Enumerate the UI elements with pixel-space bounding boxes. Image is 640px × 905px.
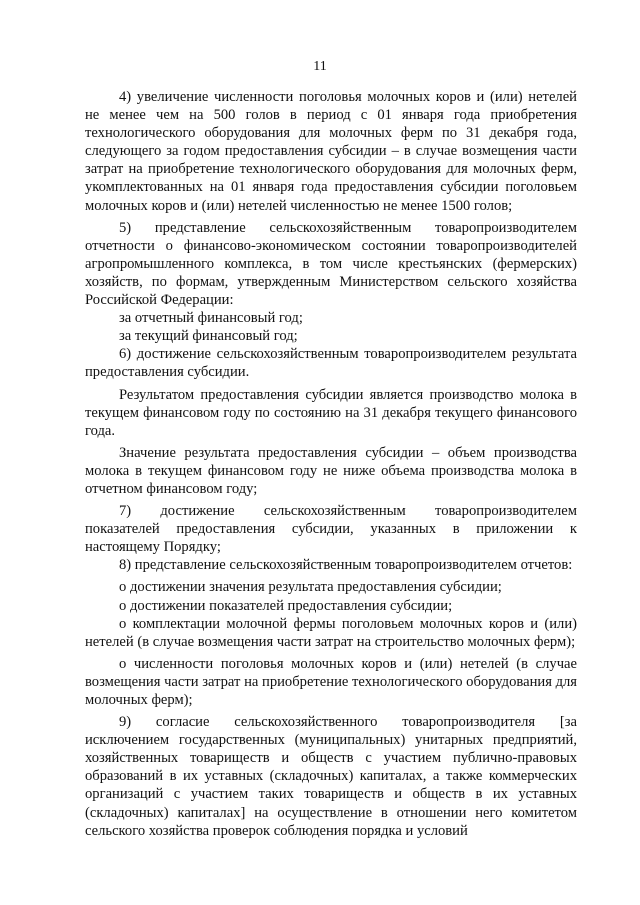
paragraph-item-7: 7) достижение сельскохозяйственным товаропроизводителем показателей предоставления субсидии, указанных в приложении к настоящему Порядку; <box>85 503 577 556</box>
paragraph-result-definition: Результатом предоставления субсидии является производство молока в текущем финансовом году по состоянию на 31 декабря текущего финансового года. <box>85 386 577 439</box>
paragraph-current-year: за текущий финансовый год; <box>119 328 298 345</box>
paragraph-item-5: 5) представление сельскохозяйственным товаропроизводителем отчетности о финансово-экономическом состоянии товаропроизводителей агропромышленного комплекса, в том числе крестьянских (фермерских) хозяйств, по формам, утвержденным Министерством сельского хозяйства Российской Федерации: <box>85 219 577 309</box>
paragraph-item-4: 4) увеличение численности поголовья молочных коров и (или) нетелей не менее чем на 500 голов в период с 01 января года приобретения технологического оборудования для молочных ферм по 31 декабря года, следующего за годом предоставления субсидии – в случае возмещения части затрат на приобретение технологического оборудования для молочных ферм, укомплектованных на 01 января года предоставления субсидии поголовьем молочных коров и (или) нетелей численностью не менее 1500 голов; <box>85 89 577 214</box>
paragraph-item-9: 9) согласие сельскохозяйственного товаропроизводителя [за исключением государственных (муниципальных) унитарных предприятий, хозяйственных товариществ и обществ с участием публично-правовых образований в их уставных (складочных) капиталах, а также коммерческих организаций с участием таких товариществ и обществ в их уставных (складочных) капиталах] на осуществление в отношении него комитетом сельского хозяйства проверок соблюдения порядка и условий <box>85 714 577 839</box>
paragraph-report-indicators: о достижении показателей предоставления субсидии; <box>119 597 453 614</box>
paragraph-report-result: о достижении значения результата предоставления субсидии; <box>119 579 502 596</box>
page-number: 11 <box>313 59 327 74</box>
paragraph-item-8: 8) представление сельскохозяйственным товаропроизводителем отчетов: <box>119 557 573 574</box>
paragraph-report-livestock-count: о численности поголовья молочных коров и (или) нетелей (в случае возмещения части затрат на приобретение технологического оборудования для молочных ферм); <box>85 655 577 708</box>
paragraph-reporting-year: за отчетный финансовый год; <box>119 310 303 327</box>
paragraph-result-value: Значение результата предоставления субсидии – объем производства молока в текущем финансовом году не ниже объема производства молока в отчетном финансовом году; <box>85 444 577 497</box>
paragraph-report-farm-stocking: о комплектации молочной фермы поголовьем молочных коров и (или) нетелей (в случае возмещения части затрат на строительство молочных ферм); <box>85 615 577 650</box>
paragraph-item-6: 6) достижение сельскохозяйственным товаропроизводителем результата предоставления субсидии. <box>85 346 577 381</box>
document-body <box>85 88 577 840</box>
